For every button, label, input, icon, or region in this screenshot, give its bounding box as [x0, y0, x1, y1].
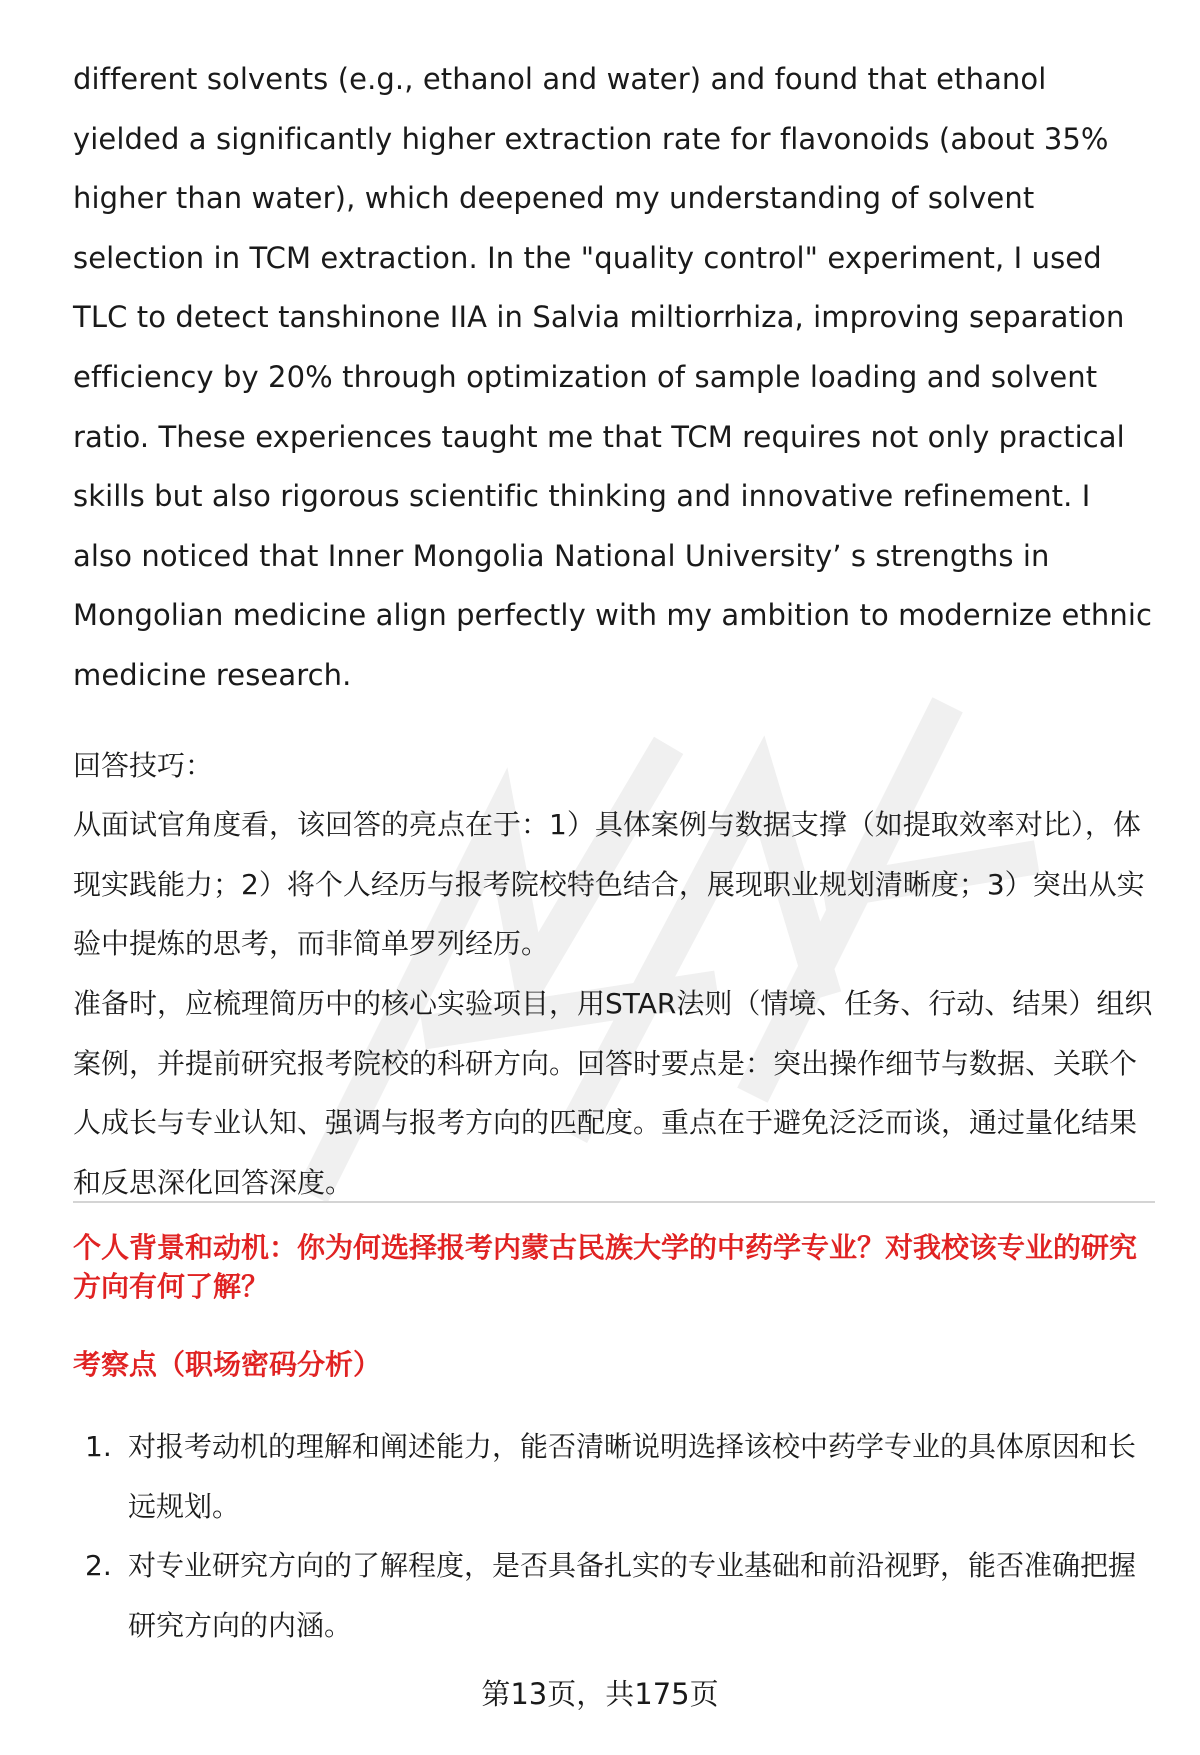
list-item: [73, 1536, 1155, 1655]
list-item-number: 2.: [85, 1549, 112, 1583]
main-content: [73, 50, 1155, 1212]
answer-paragraph: different solvents (e.g., ethanol and water) and found that ethanol yielded a significantly higher extraction rate for flavonoids (about 35% higher than water), which deepened my understanding of solvent selection in TCM extraction. In the "quality control" experiment, I used TLC to detect tanshinone IIA in Salvia miltiorrhiza, improving separation efficiency by 20% through optimization of sample loading and solvent ratio. These experiences taught me that TCM requires not only practical skills but also rigorous scientific thinking and innovative refinement. I also noticed that Inner Mongolia National University’ s strengths in Mongolian medicine align perfectly with my ambition to modernize ethnic medicine research.: [73, 62, 1153, 692]
list-item-number: 1.: [85, 1430, 112, 1463]
assessment-points-title: 考察点（职场密码分析）: [73, 1348, 382, 1381]
list-item-text: 对报考动机的理解和阐述能力，能否清晰说明选择该校中药学专业的具体原因和长远规划。: [128, 1430, 1137, 1523]
tips-paragraph-1: 从面试官角度看，该回答的亮点在于：1）具体案例与数据支撑（如提取效率对比），体现实践能力；2）将个人经历与报考院校特色结合，展现职业规划清晰度；3）突出从实验中提炼的思考，而非简单罗列经历。: [73, 808, 1145, 961]
section-divider: [73, 1201, 1155, 1203]
assessment-points-list: [73, 1417, 1155, 1655]
tips-paragraph-2: 准备时，应梳理简历中的核心实验项目，用STAR法则（情境、任务、行动、结果）组织案例，并提前研究报考院校的科研方向。回答时要点是：突出操作细节与数据、关联个人成长与专业认知、强调与报考方向的匹配度。重点在于避免泛泛而谈，通过量化结果和反思深化回答深度。: [73, 986, 1153, 1199]
interview-question: 个人背景和动机：你为何选择报考内蒙古民族大学的中药学专业？对我校该专业的研究方向有何了解？: [73, 1231, 1138, 1303]
page-number-footer: 第13页，共175页: [481, 1677, 719, 1711]
answer-tips: [73, 736, 1155, 1213]
list-item: [73, 1417, 1155, 1536]
list-item-text: 对专业研究方向的了解程度，是否具备扎实的专业基础和前沿视野，能否准确把握研究方向的内涵。: [128, 1549, 1137, 1642]
tips-heading: 回答技巧：: [73, 748, 214, 782]
